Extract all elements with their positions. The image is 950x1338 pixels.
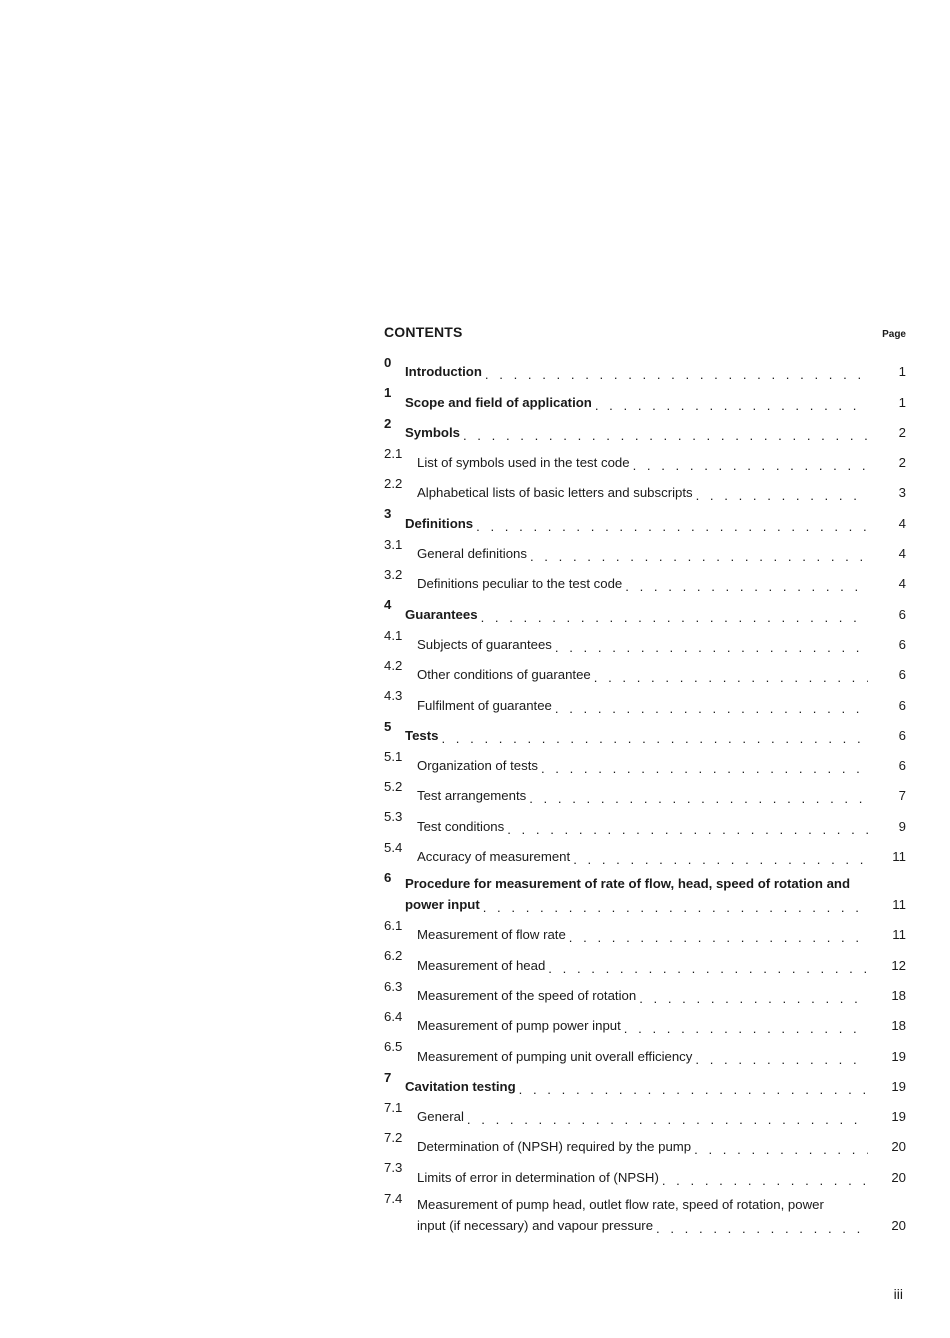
toc-entry (384, 505, 906, 535)
toc-entry (384, 748, 906, 778)
dot-leader (463, 427, 868, 445)
toc-entry-title: Organization of tests (417, 758, 538, 774)
dot-leader (639, 990, 868, 1008)
toc-entries (384, 354, 906, 1238)
toc-entry-number: 4.2 (384, 657, 403, 673)
toc-entry-title: Scope and field of application (405, 394, 592, 410)
toc-entry-title: Definitions (405, 515, 474, 531)
toc-entry-page: 11 (892, 927, 906, 943)
toc-entry-page: 4 (898, 546, 906, 562)
toc-title: CONTENTS (384, 324, 463, 340)
dot-leader (656, 1220, 868, 1238)
toc-entry-number: 4 (384, 597, 392, 613)
toc-entry-number: 6.5 (384, 1039, 403, 1055)
toc-entry-title: General definitions (417, 546, 527, 562)
toc-entry (384, 566, 906, 596)
toc-entry-page: 7 (898, 788, 906, 804)
dot-leader (555, 700, 868, 718)
toc-entry (384, 384, 906, 414)
toc-entry-title: Fulfilment of guarantee (417, 697, 552, 713)
toc-entry-text (405, 727, 872, 748)
toc-entry-text (405, 363, 872, 384)
toc-entry-title: Cavitation testing (405, 1078, 516, 1094)
toc-entry-number: 5 (384, 718, 392, 734)
toc-entry-text (417, 545, 872, 566)
toc-entry-title: Measurement of the speed of rotation (417, 987, 637, 1003)
toc-entry (384, 596, 906, 626)
toc-entry-page: 2 (898, 455, 906, 471)
toc-entry-number: 3 (384, 506, 392, 522)
toc-entry-number: 4.3 (384, 688, 403, 704)
toc-entry-title: Accuracy of measurement (417, 849, 571, 865)
toc-entry-text (417, 987, 872, 1008)
toc-entry-number: 7 (384, 1069, 392, 1085)
toc-entry (384, 947, 906, 977)
toc-entry-text (417, 697, 872, 718)
toc-entry-title: Test arrangements (417, 788, 527, 804)
toc-entry-number: 7.1 (384, 1099, 403, 1115)
toc-entry (384, 475, 906, 505)
toc-entry-title: Determination of (NPSH) required by the pump (417, 1139, 692, 1155)
toc-entry-text (417, 787, 872, 808)
toc-entry-text (417, 666, 872, 687)
toc-entry-text (417, 1169, 872, 1190)
page-number: iii (893, 1286, 903, 1302)
toc-entry-page: 1 (898, 364, 906, 380)
toc-entry-title: Limits of error in determination of (NPSH) (417, 1169, 659, 1185)
toc-entry-text (417, 575, 872, 596)
toc-entry-number: 5.3 (384, 809, 403, 825)
toc-entry-title: Introduction (405, 364, 482, 380)
toc-entry-text (417, 1108, 872, 1129)
toc-entry-title-line1: Procedure for measurement of rate of flow, head, speed of rotation and (405, 876, 851, 892)
toc-entry (384, 1159, 906, 1189)
toc-entry-text (405, 424, 872, 445)
toc-entry (384, 627, 906, 657)
toc-entry-text (417, 757, 872, 778)
toc-entry-page: 6 (898, 727, 906, 743)
toc-entry-title-line2: input (if necessary) and vapour pressure (417, 1217, 654, 1233)
dot-leader (530, 548, 868, 566)
toc-entry-number: 2 (384, 415, 392, 431)
toc-entry (384, 808, 906, 838)
dot-leader (483, 899, 868, 917)
toc-entry-number: 6.4 (384, 1008, 403, 1024)
toc-entry-title: Measurement of pump power input (417, 1018, 621, 1034)
toc-entry-page: 20 (891, 1139, 906, 1155)
dot-leader (529, 790, 868, 808)
toc-entry-number: 1 (384, 385, 392, 401)
dot-leader (694, 1141, 868, 1159)
dot-leader (441, 730, 868, 748)
toc-entry-page: 1 (898, 394, 906, 410)
toc-entry (384, 1190, 906, 1238)
toc-entry-page: 18 (891, 1018, 906, 1034)
toc-entry-number: 3.1 (384, 536, 403, 552)
toc-entry (384, 536, 906, 566)
toc-entry-number: 6.2 (384, 948, 403, 964)
toc-entry-number: 7.2 (384, 1130, 403, 1146)
toc-entry-page: 19 (891, 1048, 906, 1064)
toc-entry-text (417, 957, 872, 978)
toc-entry (384, 718, 906, 748)
toc-header (384, 324, 906, 346)
toc-entry-text (417, 484, 872, 505)
dot-leader (569, 929, 868, 947)
toc-entry-title: Measurement of flow rate (417, 927, 566, 943)
toc-entry-page: 9 (898, 818, 906, 834)
toc-entry (384, 1038, 906, 1068)
toc-entry-text (405, 875, 872, 917)
toc-entry (384, 1008, 906, 1038)
dot-leader (476, 518, 868, 536)
dot-leader (696, 487, 868, 505)
toc-entry-title: General (417, 1109, 464, 1125)
dot-leader (555, 639, 868, 657)
dot-leader (541, 760, 868, 778)
toc-entry-number: 5.1 (384, 748, 403, 764)
toc-entry-title: Symbols (405, 424, 460, 440)
table-of-contents (384, 324, 906, 1238)
toc-entry-text (417, 636, 872, 657)
dot-leader (633, 457, 868, 475)
toc-entry-text (405, 394, 872, 415)
toc-entry-page: 20 (891, 1169, 906, 1185)
page-column-label: Page (882, 329, 906, 340)
toc-entry-title-line2: power input (405, 897, 480, 913)
toc-entry-page: 18 (891, 987, 906, 1003)
toc-entry-text (417, 848, 872, 869)
toc-entry-page: 3 (898, 485, 906, 501)
toc-entry-text (405, 606, 872, 627)
dot-leader (662, 1172, 868, 1190)
toc-entry-page: 6 (898, 606, 906, 622)
toc-entry (384, 687, 906, 717)
toc-entry-number: 3.2 (384, 567, 403, 583)
toc-entry-title: Measurement of head (417, 957, 546, 973)
toc-entry-text (417, 1138, 872, 1159)
toc-entry-number: 6.3 (384, 978, 403, 994)
toc-entry-page: 6 (898, 636, 906, 652)
toc-entry (384, 917, 906, 947)
dot-leader (485, 366, 868, 384)
toc-entry-page: 12 (891, 957, 906, 973)
toc-entry-text (417, 926, 872, 947)
toc-entry-page: 6 (898, 667, 906, 683)
toc-entry-page: 11 (892, 849, 906, 865)
toc-entry-number: 0 (384, 355, 392, 370)
toc-entry-text (417, 1017, 872, 1038)
dot-leader (519, 1081, 868, 1099)
toc-entry (384, 657, 906, 687)
dot-leader (548, 960, 868, 978)
toc-entry-title: Alphabetical lists of basic letters and subscripts (417, 485, 693, 501)
toc-entry (384, 354, 906, 384)
toc-entry-number: 2.1 (384, 445, 403, 461)
dot-leader (481, 609, 868, 627)
toc-entry-page: 11 (892, 897, 906, 913)
toc-entry-title: Subjects of guarantees (417, 636, 552, 652)
toc-entry-title: Guarantees (405, 606, 478, 622)
toc-entry-number: 2.2 (384, 476, 403, 492)
toc-entry-number: 7.4 (384, 1190, 403, 1206)
toc-entry-number: 4.1 (384, 627, 403, 643)
dot-leader (467, 1111, 868, 1129)
toc-entry-title: Other conditions of guarantee (417, 667, 591, 683)
toc-entry-title: Measurement of pumping unit overall efficiency (417, 1048, 693, 1064)
toc-entry (384, 445, 906, 475)
toc-entry (384, 1099, 906, 1129)
toc-entry-number: 7.3 (384, 1160, 403, 1176)
dot-leader (625, 578, 868, 596)
toc-entry-number: 6.1 (384, 918, 403, 934)
toc-entry-text (405, 1078, 872, 1099)
dot-leader (573, 851, 868, 869)
toc-entry-page: 6 (898, 697, 906, 713)
toc-entry-title: Test conditions (417, 818, 505, 834)
toc-entry (384, 839, 906, 869)
toc-entry-page: 4 (898, 576, 906, 592)
toc-entry-page: 6 (898, 758, 906, 774)
toc-entry-text (405, 515, 872, 536)
dot-leader (624, 1020, 868, 1038)
toc-entry-text (417, 454, 872, 475)
toc-entry-number: 5.4 (384, 839, 403, 855)
toc-entry-page: 19 (891, 1078, 906, 1094)
toc-entry-title: Definitions peculiar to the test code (417, 576, 623, 592)
toc-entry-number: 5.2 (384, 779, 403, 795)
toc-entry (384, 869, 906, 917)
toc-entry (384, 778, 906, 808)
toc-entry-title: Tests (405, 727, 439, 743)
toc-entry-title: List of symbols used in the test code (417, 455, 630, 471)
toc-entry-page: 2 (898, 424, 906, 440)
dot-leader (594, 669, 868, 687)
dot-leader (695, 1051, 868, 1069)
toc-entry-number: 6 (384, 870, 392, 886)
toc-entry (384, 1129, 906, 1159)
toc-entry-text (417, 1048, 872, 1069)
toc-entry-page: 19 (891, 1109, 906, 1125)
toc-entry-title-line1: Measurement of pump head, outlet flow rate, speed of rotation, power (417, 1196, 824, 1212)
dot-leader (595, 397, 868, 415)
toc-entry (384, 978, 906, 1008)
toc-entry (384, 415, 906, 445)
toc-entry (384, 1069, 906, 1099)
toc-entry-page: 4 (898, 515, 906, 531)
toc-entry-text (417, 818, 872, 839)
toc-entry-text (417, 1196, 872, 1238)
toc-entry-page: 20 (891, 1217, 906, 1233)
dot-leader (507, 821, 868, 839)
